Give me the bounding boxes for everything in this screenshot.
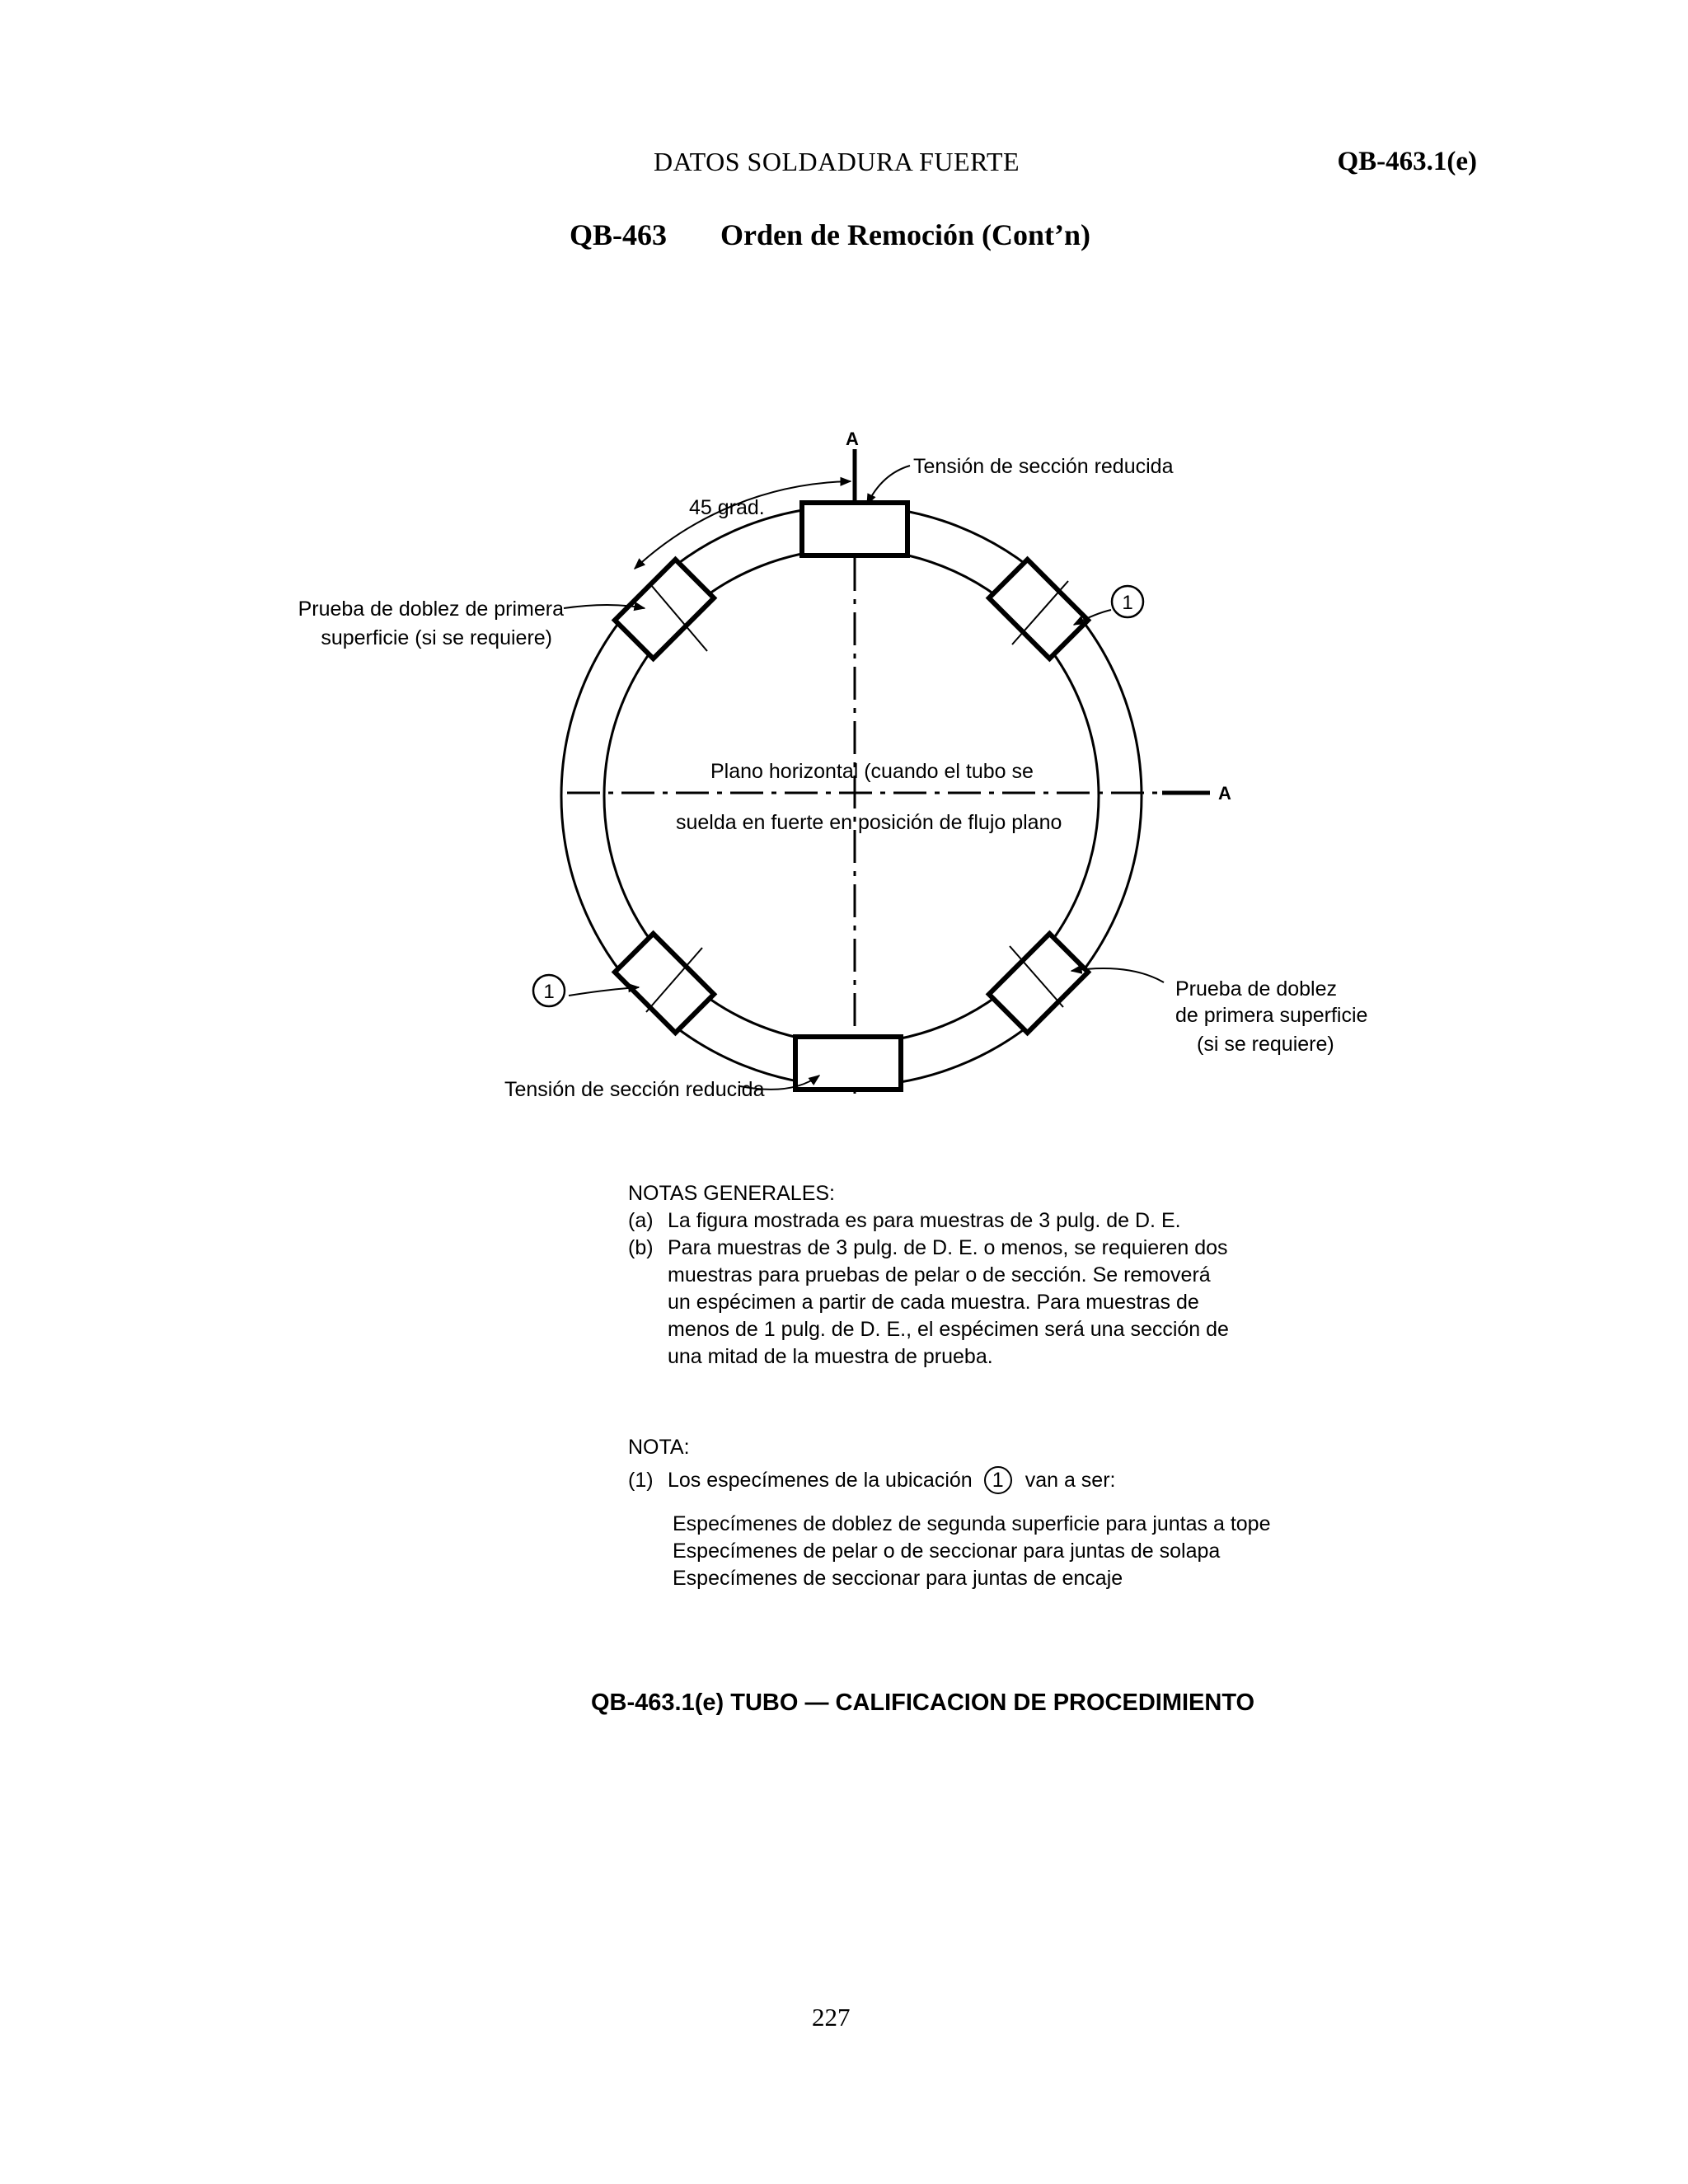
label-plane-line1: Plano horizontal (cuando el tubo se: [710, 760, 1034, 783]
page-number: 227: [812, 2003, 851, 2032]
note-a-label: (a): [628, 1209, 654, 1232]
label-bend-upper-left-line2: superficie (si se requiere): [321, 626, 552, 649]
specimen-bottom-tension: [795, 1037, 901, 1090]
specimen-lower-right-bend: [989, 934, 1088, 1033]
general-notes-heading: NOTAS GENERALES:: [628, 1182, 835, 1205]
leader-tension-top: [867, 466, 910, 504]
note-1-item: Especímenes de pelar o de seccionar para juntas de solapa: [673, 1540, 1221, 1563]
callout-number-upper-right: 1: [1122, 592, 1133, 614]
general-note-b: [628, 1235, 1229, 1371]
note-1-item: Especímenes de doblez de segunda superficie para juntas a tope: [673, 1512, 1271, 1535]
label-plane-line2: suelda en fuerte en posición de flujo plano: [676, 811, 1062, 834]
note-1-items: [628, 1511, 1271, 1592]
angle-label: 45 grad.: [689, 496, 765, 519]
page-title: Orden de Remoción (Cont’n): [720, 218, 1090, 251]
note-b-label: (b): [628, 1236, 654, 1259]
specimen-top-tension: [802, 503, 907, 555]
axis-label-top: A: [846, 429, 859, 449]
specimen-note: [628, 1434, 1271, 1592]
running-header: DATOS SOLDADURA FUERTE: [654, 147, 1020, 176]
general-notes: [628, 1180, 1229, 1371]
specimen-upper-right-1: [989, 560, 1088, 658]
note-a-text: La figura mostrada es para muestras de 3 pulg. de D. E.: [668, 1209, 1181, 1232]
label-tension-bottom: Tensión de sección reducida: [504, 1078, 765, 1101]
note-1: [628, 1466, 1271, 1494]
figure-caption: QB-463.1(e) TUBO — CALIFICACION DE PROCEDIMIENTO: [591, 1690, 1255, 1716]
section-number: QB-463: [570, 218, 668, 251]
note-1-circle-number: 1: [992, 1468, 1004, 1492]
label-bend-lower-right-line2: de primera superficie: [1175, 1004, 1368, 1027]
note-b-lines: [668, 1235, 1229, 1371]
axis-label-right: A: [1218, 783, 1231, 804]
note-heading: NOTA:: [628, 1436, 690, 1459]
label-tension-top: Tensión de sección reducida: [913, 455, 1174, 478]
specimen-upper-left-bend: [615, 560, 714, 658]
general-note-a: [628, 1207, 1229, 1235]
note-1-text-before: Los especímenes de la ubicación: [668, 1468, 973, 1492]
note-b-line: menos de 1 pulg. de D. E., el espécimen será una sección de: [668, 1318, 1229, 1341]
callout-number-lower-left: 1: [543, 981, 555, 1003]
specimen-lower-left-1: [615, 934, 714, 1033]
note-1-text-after: van a ser:: [1025, 1468, 1116, 1492]
note-1-label: (1): [628, 1468, 654, 1492]
label-bend-lower-right-line3: (si se requiere): [1197, 1033, 1334, 1056]
note-1-item: Especímenes de seccionar para juntas de encaje: [673, 1567, 1123, 1590]
section-reference: QB-463.1(e): [1337, 147, 1477, 176]
note-b-line: una mitad de la muestra de prueba.: [668, 1345, 993, 1368]
note-b-line: Para muestras de 3 pulg. de D. E. o menos, se requieren dos: [668, 1236, 1228, 1259]
note-1-circle: [984, 1466, 1012, 1494]
note-b-line: muestras para pruebas de pelar o de sección. Se removerá: [668, 1263, 1211, 1286]
note-b-line: un espécimen a partir de cada muestra. Para muestras de: [668, 1291, 1199, 1314]
label-bend-upper-left-line1: Prueba de doblez de primera: [298, 598, 564, 621]
label-bend-lower-right-line1: Prueba de doblez: [1175, 977, 1337, 1001]
leader-callout-lower-left: [569, 987, 639, 996]
